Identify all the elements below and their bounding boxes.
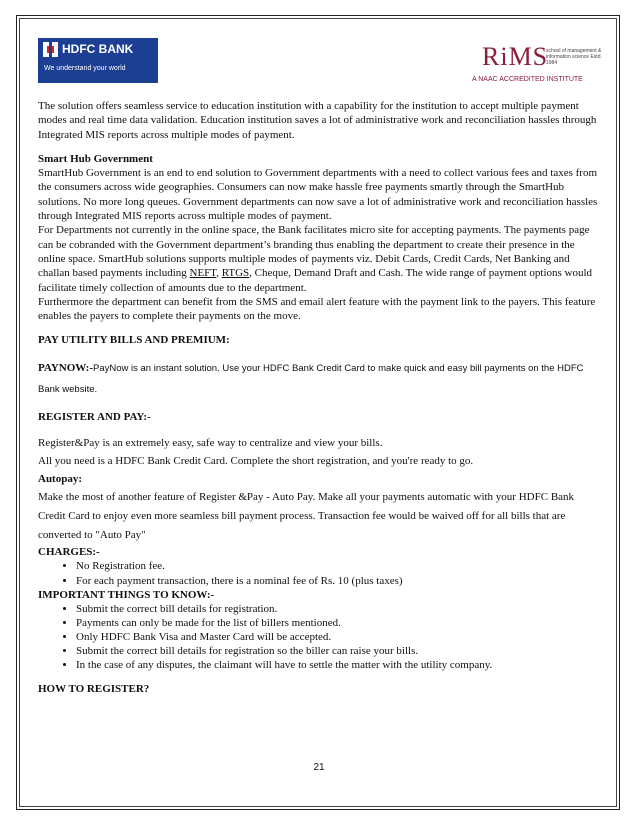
smart-hub-heading: Smart Hub Government	[38, 152, 153, 165]
smart-hub-paragraph-2-text-b: , Cheque, Demand Draft and Cash. The wide range of payment options would facilitate timely collection of amounts due to the department.	[38, 267, 593, 294]
list-item: • Payments can only be made for the list of billers mentioned.	[76, 616, 602, 630]
intro-paragraph: The solution offers seamless service to education institution with a capability for the institution to accept multiple payment modes and real time data validation. Education institution saves a lot of administrative work and reconciliation hassles through Integrated MIS reports across multiple modes of payment.	[38, 100, 597, 141]
rims-logo-description: school of management & information science Estd. 1984	[546, 48, 602, 66]
smart-hub-paragraph-2-text-a: For Departments not currently in the online space, the Bank facilitates micro site for accepting payments. The payments page can be cobranded with the Government department’s branding thus enabling the department to create their presence in the online space. SmartHub solutions supports multiple modes of payments viz. Debit Cards, Credit Cards, Net Banking and challan based payments including	[38, 224, 590, 280]
list-item: • Only HDFC Bank Visa and Master Card will be accepted.	[76, 630, 602, 644]
charges-heading: CHARGES:-	[38, 546, 100, 559]
document-body	[38, 99, 602, 697]
list-item: • For each payment transaction, there is a nominal fee of Rs. 10 (plus taxes)	[76, 574, 602, 588]
rims-logo	[472, 42, 602, 88]
list-item: • Submit the correct bill details for registration so the biller can raise your bills.	[76, 644, 602, 658]
page-number: 21	[313, 762, 325, 773]
hdfc-logo-name: HDFC BANK	[62, 42, 134, 56]
register-paragraph-2: All you need is a HDFC Bank Credit Card. Complete the short registration, and you're ready to go.	[38, 455, 474, 468]
smart-hub-paragraph-1: SmartHub Government is an end to end solution to Government departments with a need to collect various fees and taxes from the consumers across wide geographies. Consumers can now make hassle free payments smartly through the SmartHub solutions. No more long queues. Government departments can now save a lot of administrative work and reconciliation hassles through Integrated MIS reports across multiple modes of payment.	[38, 167, 598, 223]
smart-hub-paragraph-2	[38, 223, 602, 294]
important-list	[38, 602, 602, 672]
hdfc-bank-logo	[38, 38, 158, 83]
list-item: • In the case of any disputes, the claimant will have to settle the matter with the utility company.	[76, 658, 602, 672]
smart-hub-paragraph-3: Furthermore the department can benefit from the SMS and email alert feature with the payment link to the payers. This feature enables the payers to complete their payments on the move.	[38, 295, 596, 323]
list-item: • No Registration fee.	[76, 559, 602, 573]
how-to-register-heading: HOW TO REGISTER?	[38, 683, 150, 696]
paynow-text: PayNow is an instant solution. Use your HDFC Bank Credit Card to make quick and easy bill payments on the HDFC Bank website.	[38, 362, 584, 395]
paynow-label: PAYNOW:-	[38, 361, 93, 374]
hdfc-logo-icon	[43, 42, 58, 57]
hdfc-logo-tagline: We understand your world	[44, 65, 126, 72]
autopay-paragraph: Make the most of another feature of Register &Pay - Auto Pay. Make all your payments automatic with your HDFC Bank Credit Card to enjoy even more seamless bill payment process. Transaction fee would be waived off for all bills that are converted to "Auto Pay"	[38, 491, 575, 542]
list-item: • Submit the correct bill details for registration.	[76, 602, 602, 616]
neft-link[interactable]: NEFT	[189, 267, 217, 280]
important-heading: IMPORTANT THINGS TO KNOW:-	[38, 588, 215, 601]
rtgs-link[interactable]: RTGS	[221, 267, 250, 280]
paynow-paragraph	[38, 358, 602, 400]
rims-logo-name: RiMS	[482, 42, 549, 71]
link-separator: ,	[216, 267, 222, 280]
rims-logo-tagline: A NAAC ACCREDITED INSTITUTE	[472, 76, 583, 83]
pay-utility-heading: PAY UTILITY BILLS AND PREMIUM:	[38, 334, 230, 347]
autopay-heading: Autopay:	[38, 473, 83, 486]
charges-list	[38, 559, 602, 588]
register-heading: REGISTER AND PAY:-	[38, 410, 151, 423]
register-paragraph-1: Register&Pay is an extremely easy, safe way to centralize and view your bills.	[38, 437, 383, 450]
